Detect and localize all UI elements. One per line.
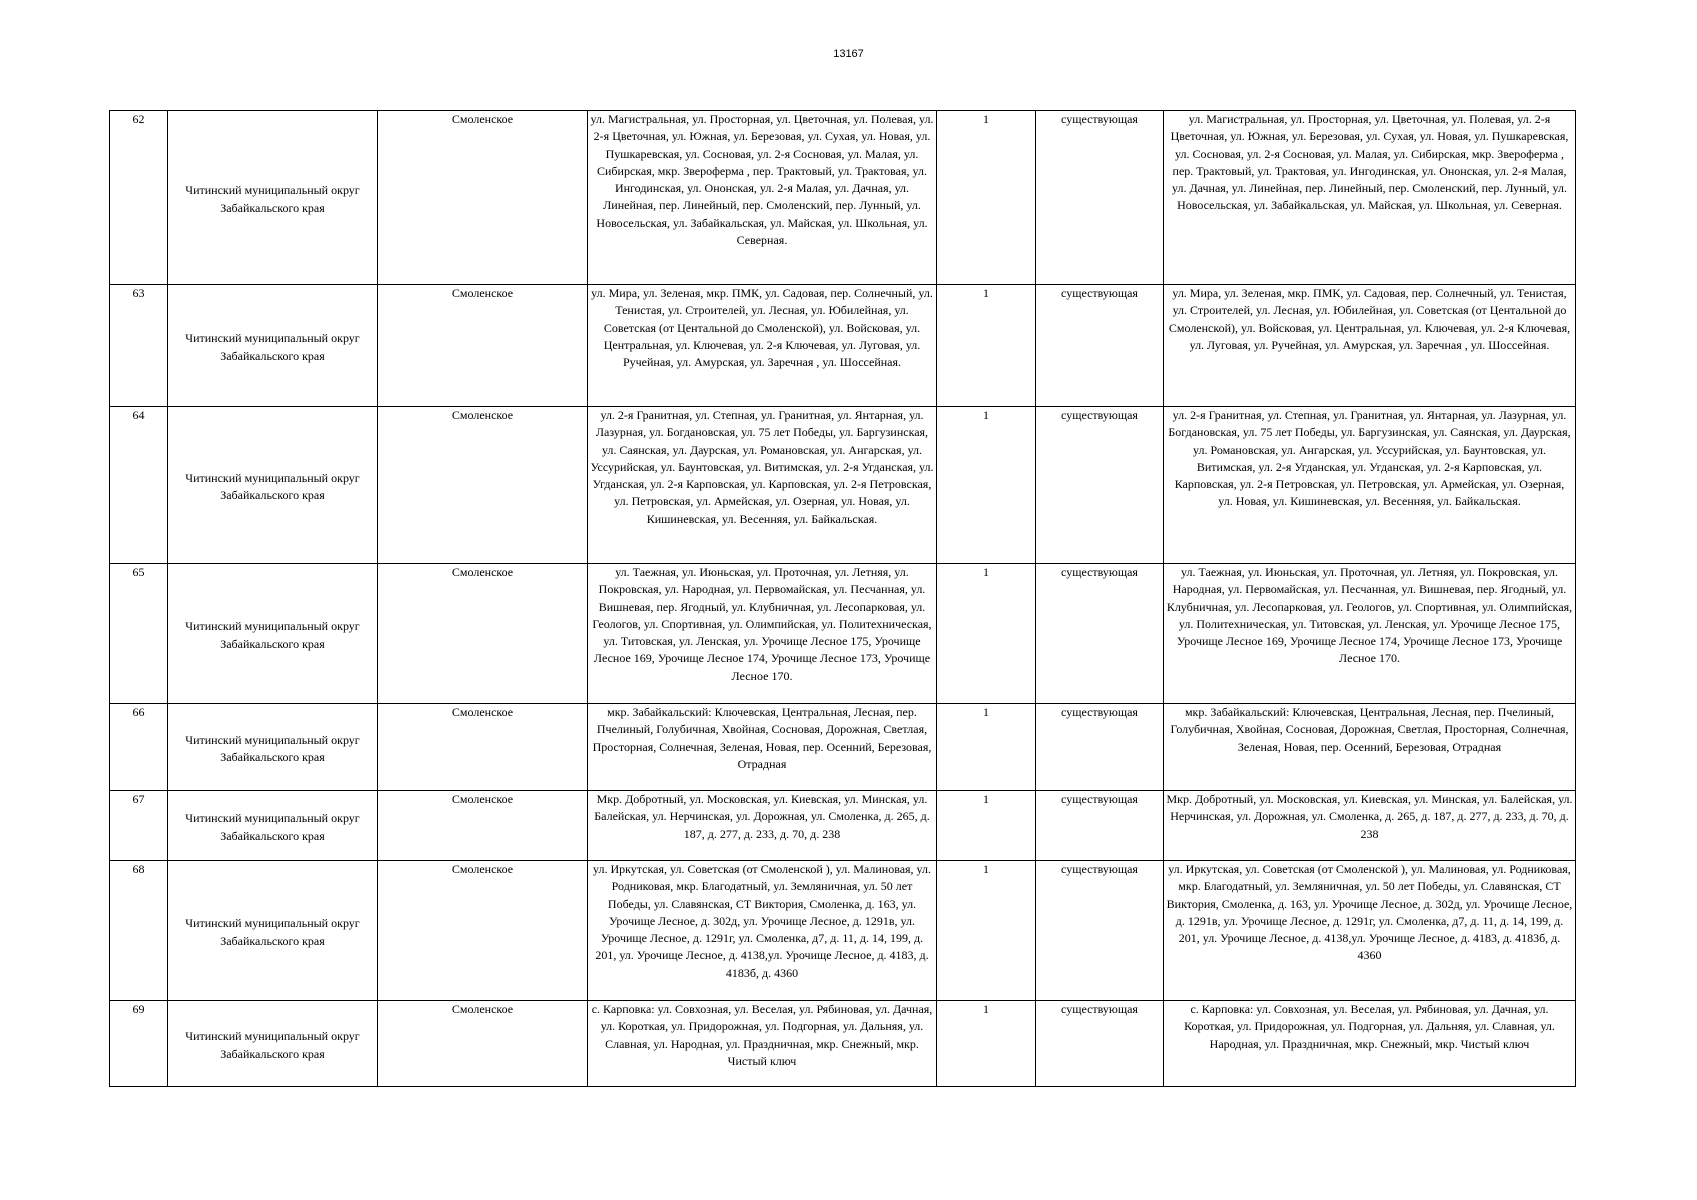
territory-cell [1164, 407, 1576, 564]
settlement-cell [378, 1001, 588, 1087]
district-cell [168, 704, 378, 791]
count-cell-text: 1 [983, 286, 989, 300]
row-number [110, 1001, 168, 1087]
settlement-cell [378, 111, 588, 285]
streets-cell [588, 861, 937, 1001]
status-cell [1036, 111, 1164, 285]
row-number-text: 67 [132, 792, 145, 806]
district-cell-text: Читинский муниципальный округ Забайкальского края [185, 470, 360, 502]
streets-cell [588, 564, 937, 704]
district-cell [168, 564, 378, 704]
territory-cell-text: Мкр. Добротный, ул. Московская, ул. Киевская, ул. Минская, ул. Балейская, ул. Нерчинская, ул. Дорожная, ул. Смоленка, д. 265, д. 187, д. 277, д. 233, д. 70, д. 238 [1166, 792, 1573, 841]
settlement-cell-text: Смоленское [451, 112, 514, 126]
count-cell-text: 1 [983, 112, 989, 126]
district-cell [168, 861, 378, 1001]
row-number [110, 407, 168, 564]
status-cell-text: существующая [1061, 408, 1138, 422]
table-row [110, 407, 1576, 564]
count-cell-text: 1 [983, 862, 989, 876]
status-cell [1036, 791, 1164, 861]
streets-cell-text: ул. Таежная, ул. Июньская, ул. Проточная, ул. Летняя, ул. Покровская, ул. Народная, ул. Первомайская, ул. Песчанная, ул. Вишневая, пер. Ягодный, ул. Клубничная, ул. Лесопарковая, ул. Геологов, ул. Спортивная, ул. Олимпийская, ул. Политехническая, ул. Титовская, ул. Ленская, ул. Урочище Лесное 175, Урочище Лесное 169, Урочище Лесное 174, Урочище Лесное 173, Урочище Лесное 170. [592, 565, 932, 683]
territory-cell-text: ул. Таежная, ул. Июньская, ул. Проточная, ул. Летняя, ул. Покровская, ул. Народная, ул. Первомайская, ул. Песчанная, ул. Вишневая, пер. Ягодный, ул. Клубничная, ул. Лесопарковая, ул. Геологов, ул. Спортивная, ул. Олимпийская, ул. Политехническая, ул. Титовская, ул. Ленская, ул. Урочище Лесное 175, Урочище Лесное 169, Урочище Лесное 174, Урочище Лесное 173, Урочище Лесное 170. [1166, 565, 1573, 666]
status-cell [1036, 1001, 1164, 1087]
table-row [110, 111, 1576, 285]
row-number [110, 285, 168, 407]
settlement-cell [378, 407, 588, 564]
district-cell-text: Читинский муниципальный округ Забайкальского края [185, 1029, 360, 1061]
settlement-cell-text: Смоленское [451, 862, 514, 876]
settlement-cell-text: Смоленское [451, 408, 514, 422]
streets-cell-text: ул. Иркутская, ул. Советская (от Смоленской ), ул. Малиновая, ул. Родниковая, мкр. Благодатный, ул. Земляничная, ул. 50 лет Победы, ул. Славянская, СТ Виктория, Смоленка, д. 163, ул. Урочище Лесное, д. 302д, ул. Урочище Лесное, д. 1291в, ул. Урочище Лесное, д. 1291г, ул. Смоленка, д7, д. 11, д. 14, 199, д. 201, ул. Урочище Лесное, д. 4138,ул. Урочище Лесное, д. 4183, д. 4183б, д. 4360 [592, 862, 932, 980]
table-body [110, 111, 1576, 1087]
page-number: 13167 [833, 48, 864, 60]
row-number-text: 65 [132, 565, 145, 579]
territory-cell [1164, 704, 1576, 791]
count-cell [937, 407, 1036, 564]
table-row [110, 564, 1576, 704]
district-cell-text: Читинский муниципальный округ Забайкальского края [185, 732, 360, 764]
settlement-cell [378, 285, 588, 407]
count-cell [937, 704, 1036, 791]
count-cell [937, 285, 1036, 407]
settlement-cell [378, 704, 588, 791]
settlement-cell [378, 791, 588, 861]
territory-cell-text: ул. 2-я Гранитная, ул. Степная, ул. Гранитная, ул. Янтарная, ул. Лазурная, ул. Богдановская, ул. 75 лет Победы, ул. Баргузинская, ул. Саянская, ул. Даурская, ул. Романовская, ул. Ангарская, ул. Уссурийская, ул. Баунтовская, ул. Витимская, ул. 2-я Угданская, ул. Угданская, ул. 2-я Карповская, ул. Карповская, ул. 2-я Петровская, ул. Петровская, ул. Армейская, ул. Озерная, ул. Новая, ул. Кишиневская, ул. Весенняя, ул. Байкальская. [1168, 408, 1571, 509]
territory-cell [1164, 791, 1576, 861]
district-cell [168, 791, 378, 861]
row-number [110, 704, 168, 791]
status-cell [1036, 285, 1164, 407]
polling-stations-table [109, 110, 1576, 1087]
count-cell-text: 1 [983, 705, 989, 719]
row-number-text: 66 [132, 705, 145, 719]
row-number-text: 69 [132, 1002, 145, 1016]
count-cell [937, 861, 1036, 1001]
territory-cell-text: с. Карповка: ул. Совхозная, ул. Веселая, ул. Рябиновая, ул. Дачная, ул. Короткая, ул. Придорожная, ул. Подгорная, ул. Дальняя, ул. Славная, ул. Народная, ул. Праздничная, мкр. Снежный, мкр. Чистый ключ [1184, 1002, 1555, 1051]
streets-cell [588, 407, 937, 564]
territory-cell-text: мкр. Забайкальский: Ключевская, Центральная, Лесная, пер. Пчелиный, Голубичная, Хвойная, Сосновая, Дорожная, Светлая, Просторная, Солнечная, Зеленая, Новая, пер. Осенний, Березовая, Отрадная [1170, 705, 1569, 754]
count-cell-text: 1 [983, 792, 989, 806]
district-cell [168, 111, 378, 285]
status-cell-text: существующая [1061, 112, 1138, 126]
settlement-cell-text: Смоленское [451, 565, 514, 579]
streets-cell [588, 1001, 937, 1087]
streets-cell-text: ул. 2-я Гранитная, ул. Степная, ул. Гранитная, ул. Янтарная, ул. Лазурная, ул. Богдановская, ул. 75 лет Победы, ул. Баргузинская, ул. Саянская, ул. Даурская, ул. Романовская, ул. Ангарская, ул. Уссурийская, ул. Баунтовская, ул. Витимская, ул. 2-я Угданская, ул. Угданская, ул. 2-я Карповская, ул. Карповская, ул. 2-я Петровская, ул. Петровская, ул. Армейская, ул. Озерная, ул. Новая, ул. Кишиневская, ул. Весенняя, ул. Байкальская. [590, 408, 934, 526]
count-cell-text: 1 [983, 1002, 989, 1016]
status-cell [1036, 861, 1164, 1001]
count-cell [937, 1001, 1036, 1087]
streets-cell [588, 791, 937, 861]
streets-cell [588, 704, 937, 791]
status-cell [1036, 407, 1164, 564]
table-row [110, 1001, 1576, 1087]
streets-cell [588, 285, 937, 407]
streets-cell-text: мкр. Забайкальский: Ключевская, Центральная, Лесная, пер. Пчелиный, Голубичная, Хвойная, Сосновая, Дорожная, Светлая, Просторная, Солнечная, Зеленая, Новая, пер. Осенний, Березовая, Отрадная [592, 705, 932, 771]
territory-cell [1164, 861, 1576, 1001]
table-row [110, 704, 1576, 791]
district-cell [168, 285, 378, 407]
count-cell [937, 111, 1036, 285]
territory-cell [1164, 111, 1576, 285]
streets-cell-text: Мкр. Добротный, ул. Московская, ул. Киевская, ул. Минская, ул. Балейская, ул. Нерчинская, ул. Дорожная, ул. Смоленка, д. 265, д. 187, д. 277, д. 233, д. 70, д. 238 [594, 792, 930, 841]
status-cell-text: существующая [1061, 705, 1138, 719]
status-cell [1036, 564, 1164, 704]
district-cell-text: Читинский муниципальный округ Забайкальского края [185, 183, 360, 215]
status-cell-text: существующая [1061, 862, 1138, 876]
settlement-cell-text: Смоленское [451, 792, 514, 806]
table-row [110, 861, 1576, 1001]
district-cell [168, 1001, 378, 1087]
district-cell [168, 407, 378, 564]
territory-cell [1164, 1001, 1576, 1087]
territory-cell [1164, 564, 1576, 704]
territory-cell-text: ул. Магистральная, ул. Просторная, ул. Цветочная, ул. Полевая, ул. 2-я Цветочная, ул. Южная, ул. Березовая, ул. Сухая, ул. Новая, ул. Пушкаревская, ул. Сосновая, ул. 2-я Сосновая, ул. Малая, ул. Сибирская, мкр. Звероферма , пер. Трактовый, ул. Трактовая, ул. Ингодинская, ул. Ононская, ул. 2-я Малая, ул. Дачная, ул. Линейная, пер. Линейный, пер. Смоленский, пер. Лунный, ул. Новосельская, ул. Забайкальская, ул. Майская, ул. Школьная, ул. Северная. [1170, 112, 1569, 213]
row-number-text: 62 [132, 112, 145, 126]
status-cell-text: существующая [1061, 1002, 1138, 1016]
streets-cell-text: ул. Магистральная, ул. Просторная, ул. Цветочная, ул. Полевая, ул. 2-я Цветочная, ул. Южная, ул. Березовая, ул. Сухая, ул. Новая, ул. Пушкаревская, ул. Сосновая, ул. 2-я Сосновая, ул. Малая, ул. Сибирская, мкр. Звероферма , пер. Трактовый, ул. Трактовая, ул. Ингодинская, ул. Ононская, ул. 2-я Малая, ул. Дачная, ул. Линейная, пер. Линейный, пер. Смоленский, пер. Лунный, ул. Новосельская, ул. Забайкальская, ул. Майская, ул. Школьная, ул. Северная. [590, 112, 934, 248]
count-cell [937, 791, 1036, 861]
settlement-cell-text: Смоленское [451, 1002, 514, 1016]
settlement-cell-text: Смоленское [451, 705, 514, 719]
row-number [110, 791, 168, 861]
district-cell-text: Читинский муниципальный округ Забайкальского края [185, 619, 360, 651]
territory-cell [1164, 285, 1576, 407]
row-number [110, 861, 168, 1001]
count-cell [937, 564, 1036, 704]
district-cell-text: Читинский муниципальный округ Забайкальского края [185, 916, 360, 948]
status-cell-text: существующая [1061, 286, 1138, 300]
settlement-cell [378, 861, 588, 1001]
row-number-text: 63 [132, 286, 145, 300]
district-cell-text: Читинский муниципальный округ Забайкальского края [185, 331, 360, 363]
row-number-text: 64 [132, 408, 145, 422]
table-row [110, 791, 1576, 861]
table-row [110, 285, 1576, 407]
row-number [110, 564, 168, 704]
status-cell-text: существующая [1061, 792, 1138, 806]
territory-cell-text: ул. Мира, ул. Зеленая, мкр. ПМК, ул. Садовая, пер. Солнечный, ул. Тенистая, ул. Строителей, ул. Лесная, ул. Юбилейная, ул. Советская (от Центальной до Смоленской), ул. Войсковая, ул. Центральная, ул. Ключевая, ул. 2-я Ключевая, ул. Луговая, ул. Ручейная, ул. Амурская, ул. Заречная , ул. Шоссейная. [1168, 286, 1571, 352]
status-cell [1036, 704, 1164, 791]
row-number [110, 111, 168, 285]
streets-cell [588, 111, 937, 285]
streets-cell-text: ул. Мира, ул. Зеленая, мкр. ПМК, ул. Садовая, пер. Солнечный, ул. Тенистая, ул. Строителей, ул. Лесная, ул. Юбилейная, ул. Советская (от Центальной до Смоленской), ул. Войсковая, ул. Центральная, ул. Ключевая, ул. 2-я Ключевая, ул. Луговая, ул. Ручейная, ул. Амурская, ул. Заречная , ул. Шоссейная. [591, 286, 933, 370]
territory-cell-text: ул. Иркутская, ул. Советская (от Смоленской ), ул. Малиновая, ул. Родниковая, мкр. Благодатный, ул. Земляничная, ул. 50 лет Победы, ул. Славянская, СТ Виктория, Смоленка, д. 163, ул. Урочище Лесное, д. 302д, ул. Урочище Лесное, д. 1291в, ул. Урочище Лесное, д. 1291г, ул. Смоленка, д7, д. 11, д. 14, 199, д. 201, ул. Урочище Лесное, д. 4138,ул. Урочище Лесное, д. 4183, д. 4183б, д. 4360 [1166, 862, 1573, 963]
district-cell-text: Читинский муниципальный округ Забайкальского края [185, 811, 360, 843]
settlement-cell [378, 564, 588, 704]
streets-cell-text: с. Карповка: ул. Совхозная, ул. Веселая, ул. Рябиновая, ул. Дачная, ул. Короткая, ул. Придорожная, ул. Подгорная, ул. Дальняя, ул. Славная, ул. Народная, ул. Праздничная, мкр. Снежный, мкр. Чистый ключ [591, 1002, 933, 1068]
row-number-text: 68 [132, 862, 145, 876]
count-cell-text: 1 [983, 408, 989, 422]
count-cell-text: 1 [983, 565, 989, 579]
settlement-cell-text: Смоленское [451, 286, 514, 300]
status-cell-text: существующая [1061, 565, 1138, 579]
